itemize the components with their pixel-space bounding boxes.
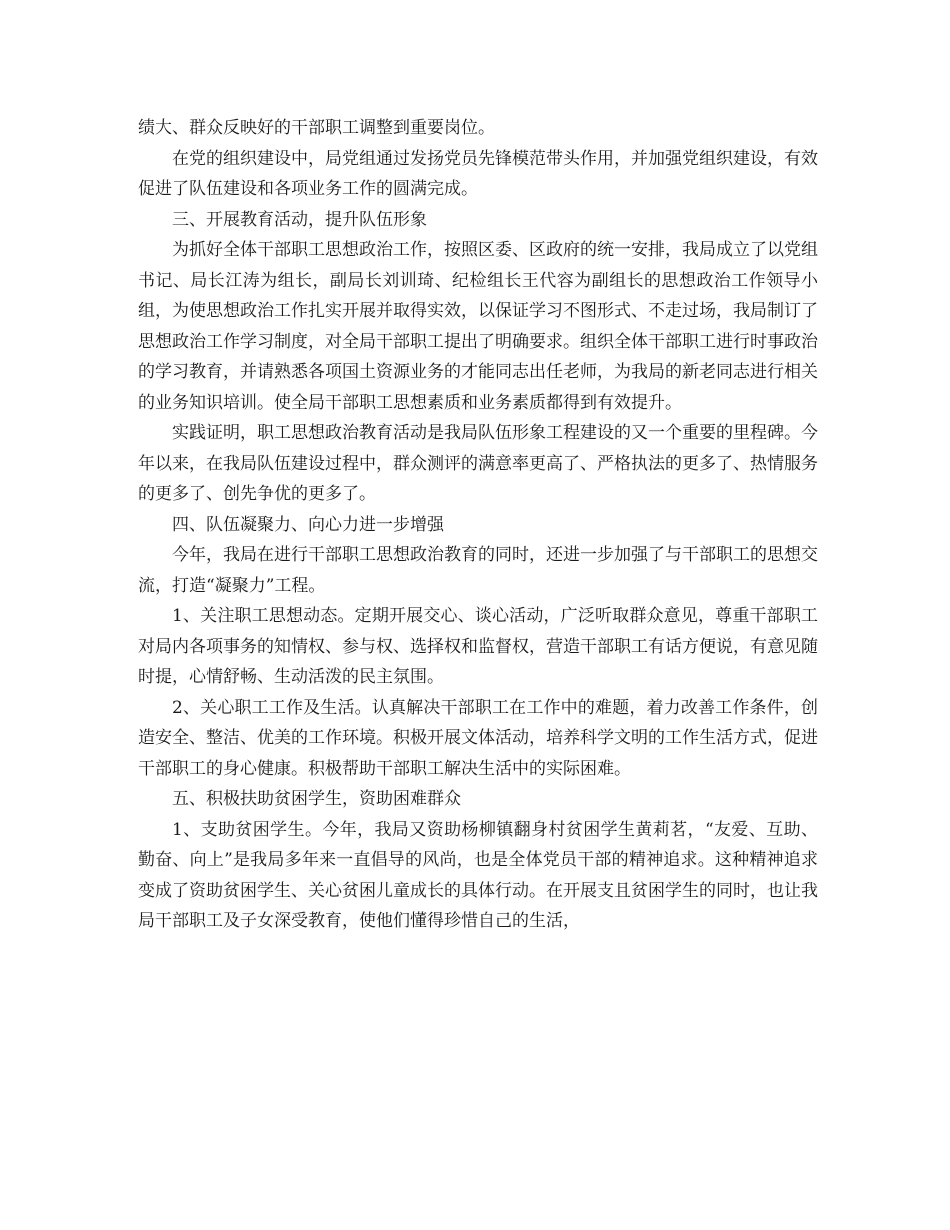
list-item-2-life: 2、关心职工工作及生活。认真解决干部职工在工作中的难题，着力改善工作条件，创造安全、整洁、优美的工作环境。积极开展文体活动，培养科学文明的工作生活方式，促进干部职工的身心健康。积极帮助干部职工解决生活中的实际困难。 — [138, 697, 818, 779]
document-body — [138, 113, 818, 937]
list-item-1-students: 1、支助贫困学生。今年，我局又资助杨柳镇翻身村贫困学生黄莉茗，“友爱、互助、勤奋、向上”是我局多年来一直倡导的风尚，也是全体党员干部的精神追求。这种精神追求变成了资助贫困学生、关心贫困儿童成长的具体行动。在开展支且贫困学生的同时，也让我局干部职工及子女深受教育，使他们懂得珍惜自己的生活， — [138, 819, 818, 931]
paragraph-practice-proves: 实践证明，职工思想政治教育活动是我局队伍形象工程建设的又一个重要的里程碑。今年以来，在我局队伍建设过程中，群众测评的满意率更高了、严格执法的更多了、热情服务的更多了、创先争优的更多了。 — [138, 423, 818, 504]
paragraph-cohesion: 今年，我局在进行干部职工思想政治教育的同时，还进一步加强了与干部职工的思想交流，打造“凝聚力”工程。 — [138, 545, 818, 596]
section-heading-3: 三、开展教育活动，提升队伍形象 — [172, 209, 427, 230]
list-item-1-thoughts: 1、关注职工思想动态。定期开展交心、谈心活动，广泛听取群众意见，尊重干部职工对局内各项事务的知情权、参与权、选择权和监督权，营造干部职工有话方便说，有意见随时提，心情舒畅、生动活泼的民主氛围。 — [138, 606, 818, 687]
paragraph-political-work: 为抓好全体干部职工思想政治工作，按照区委、区政府的统一安排，我局成立了以党组书记、局长江涛为组长，副局长刘训琦、纪检组长王代容为副组长的思想政治工作领导小组，为使思想政治工作扎实开展并取得实效，以保证学习不图形式、不走过场，我局制订了思想政治工作学习制度，对全局干部职工提出了明确要求。组织全体干部职工进行时事政治的学习教育，并请熟悉各项国土资源业务的才能同志出任老师，为我局的新老同志进行相关的业务知识培训。使全局干部职工思想素质和业务素质都得到有效提升。 — [138, 240, 818, 413]
paragraph-party-organization: 在党的组织建设中，局党组通过发扬党员先锋模范带头作用，并加强党组织建设，有效促进了队伍建设和各项业务工作的圆满完成。 — [138, 148, 818, 199]
paragraph-continuation: 绩大、群众反映好的干部职工调整到重要岗位。 — [138, 118, 495, 138]
section-heading-4: 四、队伍凝聚力、向心力进一步增强 — [172, 514, 444, 535]
section-heading-5: 五、积极扶助贫困学生，资助困难群众 — [172, 789, 461, 809]
